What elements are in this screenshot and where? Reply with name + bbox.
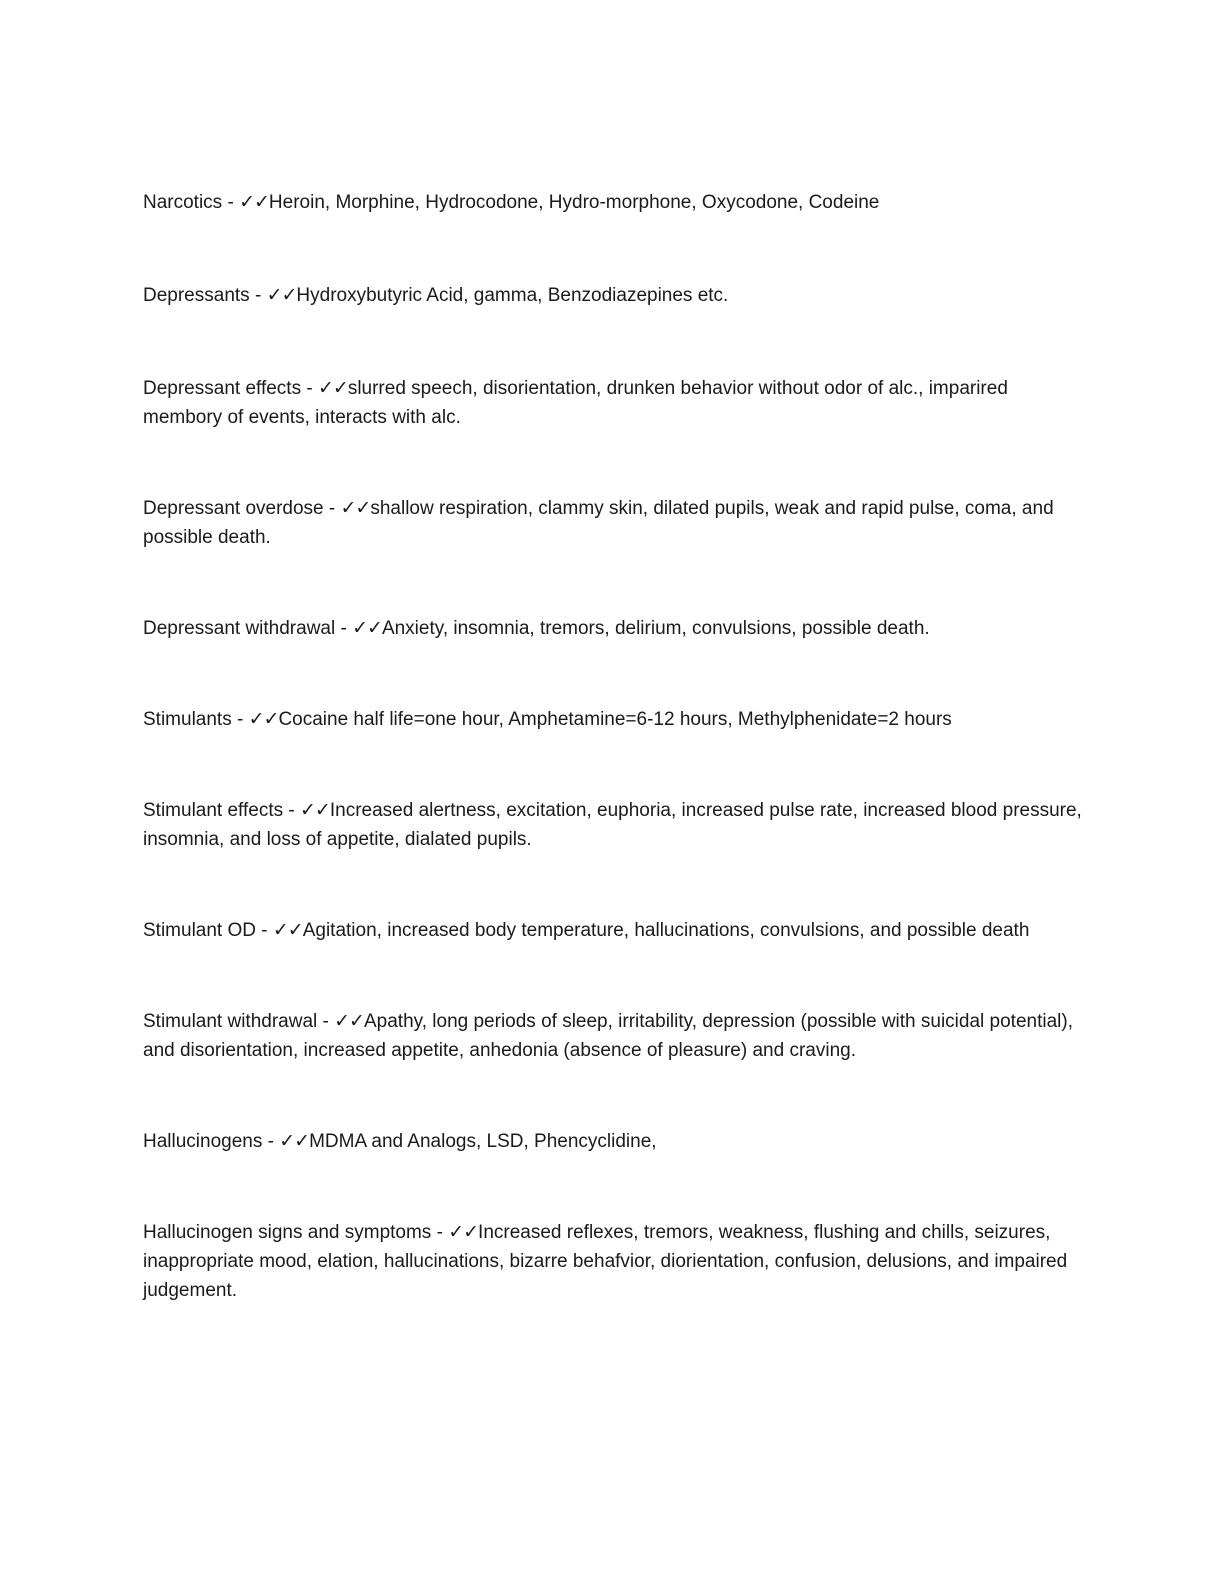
entry-depressants <box>143 281 1083 310</box>
entry-term: Depressant withdrawal <box>143 618 336 639</box>
double-check-icon: ✓✓ <box>352 617 382 639</box>
entry-separator: - <box>231 709 249 730</box>
entry-term: Stimulant effects <box>143 800 284 821</box>
entry-definition: slurred speech, disorientation, drunken behavior without odor of alc., imparired membory of events, interacts with alc. <box>143 378 1008 428</box>
entry-separator: - <box>222 192 240 213</box>
entry-stimulant-effects <box>143 796 1083 854</box>
double-check-icon: ✓✓ <box>340 497 371 519</box>
entry-separator: - <box>249 285 267 306</box>
document-page <box>143 188 1083 1305</box>
entry-separator: - <box>283 800 300 821</box>
entry-hallucinogens <box>143 1127 1083 1156</box>
double-check-icon: ✓✓ <box>317 377 348 399</box>
entry-depressant-withdrawal <box>143 614 1083 643</box>
double-check-icon: ✓✓ <box>334 1010 364 1032</box>
entry-term: Stimulant OD <box>143 920 256 941</box>
entry-definition: Apathy, long periods of sleep, irritability, depression (possible with suicidal potential), and disorientation, increased appetite, anhedonia (absence of pleasure) and craving. <box>143 1011 1073 1061</box>
entry-definition: Increased reflexes, tremors, weakness, flushing and chills, seizures, inappropriate mood, elation, hallucinations, bizarre behafvior, diorientation, confusion, delusions, and impaired judgement. <box>143 1222 1068 1301</box>
entry-definition: Cocaine half life=one hour, Amphetamine=6-12 hours, Methylphenidate=2 hours <box>278 709 952 730</box>
entry-separator: - <box>431 1222 449 1243</box>
entry-term: Narcotics <box>143 192 223 213</box>
double-check-icon: ✓✓ <box>266 284 297 306</box>
entry-separator: - <box>301 378 318 399</box>
entry-separator: - <box>262 1131 280 1152</box>
entry-definition: Anxiety, insomnia, tremors, delirium, convulsions, possible death. <box>381 618 930 639</box>
entry-definition: Hydroxybutyric Acid, gamma, Benzodiazepines etc. <box>296 285 729 306</box>
entry-definition: Heroin, Morphine, Hydrocodone, Hydro-morphone, Oxycodone, Codeine <box>268 192 880 213</box>
entry-narcotics <box>143 188 1083 217</box>
double-check-icon: ✓✓ <box>279 1130 310 1152</box>
entry-definition: shallow respiration, clammy skin, dilated pupils, weak and rapid pulse, coma, and possible death. <box>143 498 1054 548</box>
entry-separator: - <box>255 920 273 941</box>
entry-term: Stimulants <box>143 709 232 730</box>
entry-definition: Increased alertness, excitation, euphoria, increased pulse rate, increased blood pressure, insomnia, and loss of appetite, dialated pupils. <box>143 800 1082 850</box>
entry-depressant-effects <box>143 374 1083 432</box>
entry-stimulants <box>143 705 1083 734</box>
entry-term: Hallucinogen signs and symptoms <box>143 1222 432 1243</box>
entry-depressant-overdose <box>143 494 1083 552</box>
entry-hallucinogen-signs-and-symptoms <box>143 1218 1083 1305</box>
double-check-icon: ✓✓ <box>248 708 279 730</box>
entry-term: Stimulant withdrawal <box>143 1011 318 1032</box>
entry-term: Depressants <box>143 285 250 306</box>
entry-term: Depressant effects <box>143 378 302 399</box>
double-check-icon: ✓✓ <box>239 191 269 213</box>
entry-separator: - <box>335 618 353 639</box>
double-check-icon: ✓✓ <box>448 1221 479 1243</box>
entry-term: Depressant overdose <box>143 498 324 519</box>
entry-term: Hallucinogens <box>143 1131 263 1152</box>
entry-separator: - <box>317 1011 335 1032</box>
entry-stimulant-withdrawal <box>143 1007 1083 1065</box>
entry-stimulant-od <box>143 916 1083 945</box>
entry-definition: Agitation, increased body temperature, hallucinations, convulsions, and possible death <box>302 920 1030 941</box>
double-check-icon: ✓✓ <box>300 799 330 821</box>
double-check-icon: ✓✓ <box>272 919 303 941</box>
entry-separator: - <box>323 498 341 519</box>
entry-definition: MDMA and Analogs, LSD, Phencyclidine, <box>309 1131 657 1152</box>
